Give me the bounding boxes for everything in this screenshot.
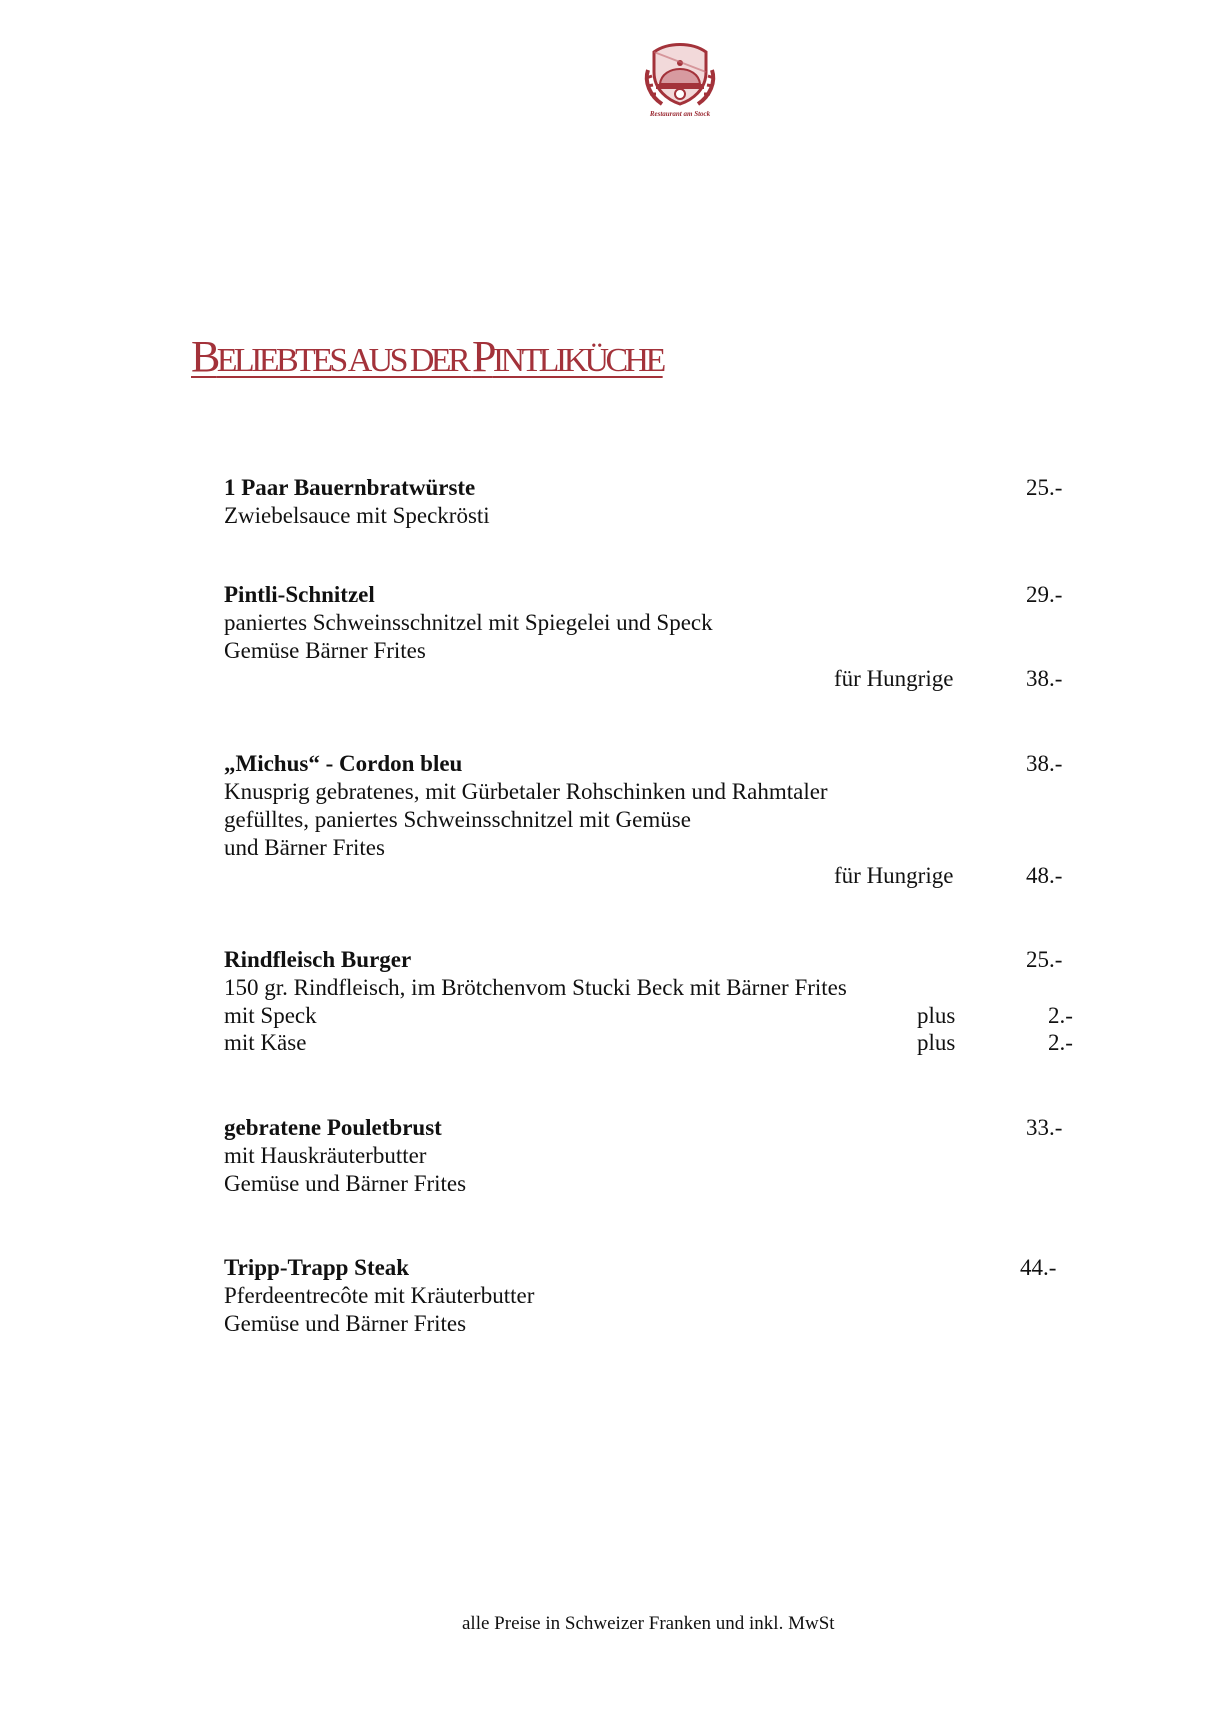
item-description: Gemüse und Bärner Frites (224, 1311, 467, 1336)
extra-plus: plus (917, 1030, 956, 1055)
item-price: 44.- (1020, 1255, 1057, 1280)
option-price: 38.- (1026, 666, 1063, 691)
item-description: Gemüse Bärner Frites (224, 638, 426, 663)
item-description: mit Hauskräuterbutter (224, 1143, 427, 1168)
extra-plus: plus (917, 1003, 956, 1028)
item-price: 25.- (1026, 475, 1063, 500)
item-name: gebratene Pouletbrust (224, 1115, 442, 1140)
extra-label: mit Speck (224, 1003, 317, 1028)
item-description: Gemüse und Bärner Frites (224, 1171, 467, 1196)
item-name: Pintli-Schnitzel (224, 582, 375, 607)
item-description: und Bärner Frites (224, 835, 385, 860)
item-description: Knusprig gebratenes, mit Gürbetaler Rohschinken und Rahmtaler (224, 779, 828, 804)
page-title: BELIEBTES AUS DER PINTLIKÜCHE (191, 332, 663, 381)
extra-price: 2.- (1048, 1003, 1073, 1028)
crest-icon (640, 34, 720, 114)
price-footnote: alle Preise in Schweizer Franken und inkl. MwSt (462, 1613, 835, 1634)
option-label: für Hungrige (834, 666, 954, 691)
restaurant-logo (640, 34, 720, 124)
item-description: Pferdeentrecôte mit Kräuterbutter (224, 1283, 535, 1308)
option-price: 48.- (1026, 863, 1063, 888)
item-description: gefülltes, paniertes Schweinsschnitzel mit Gemüse (224, 807, 691, 832)
item-name: „Michus“ - Cordon bleu (224, 751, 463, 776)
item-price: 38.- (1026, 751, 1063, 776)
item-name: Tripp-Trapp Steak (224, 1255, 410, 1280)
item-price: 25.- (1026, 947, 1063, 972)
item-name: Rindfleisch Burger (224, 947, 412, 972)
logo-caption: Restaurant am Stock (649, 110, 711, 118)
extra-label: mit Käse (224, 1030, 307, 1055)
extra-price: 2.- (1048, 1030, 1073, 1055)
item-price: 33.- (1026, 1115, 1063, 1140)
item-name: 1 Paar Bauernbratwürste (224, 475, 476, 500)
item-description: Zwiebelsauce mit Speckrösti (224, 503, 490, 528)
item-price: 29.- (1026, 582, 1063, 607)
option-label: für Hungrige (834, 863, 954, 888)
item-description: 150 gr. Rindfleisch, im Brötchenvom Stucki Beck mit Bärner Frites (224, 975, 847, 1000)
item-description: paniertes Schweinsschnitzel mit Spiegelei und Speck (224, 610, 713, 635)
